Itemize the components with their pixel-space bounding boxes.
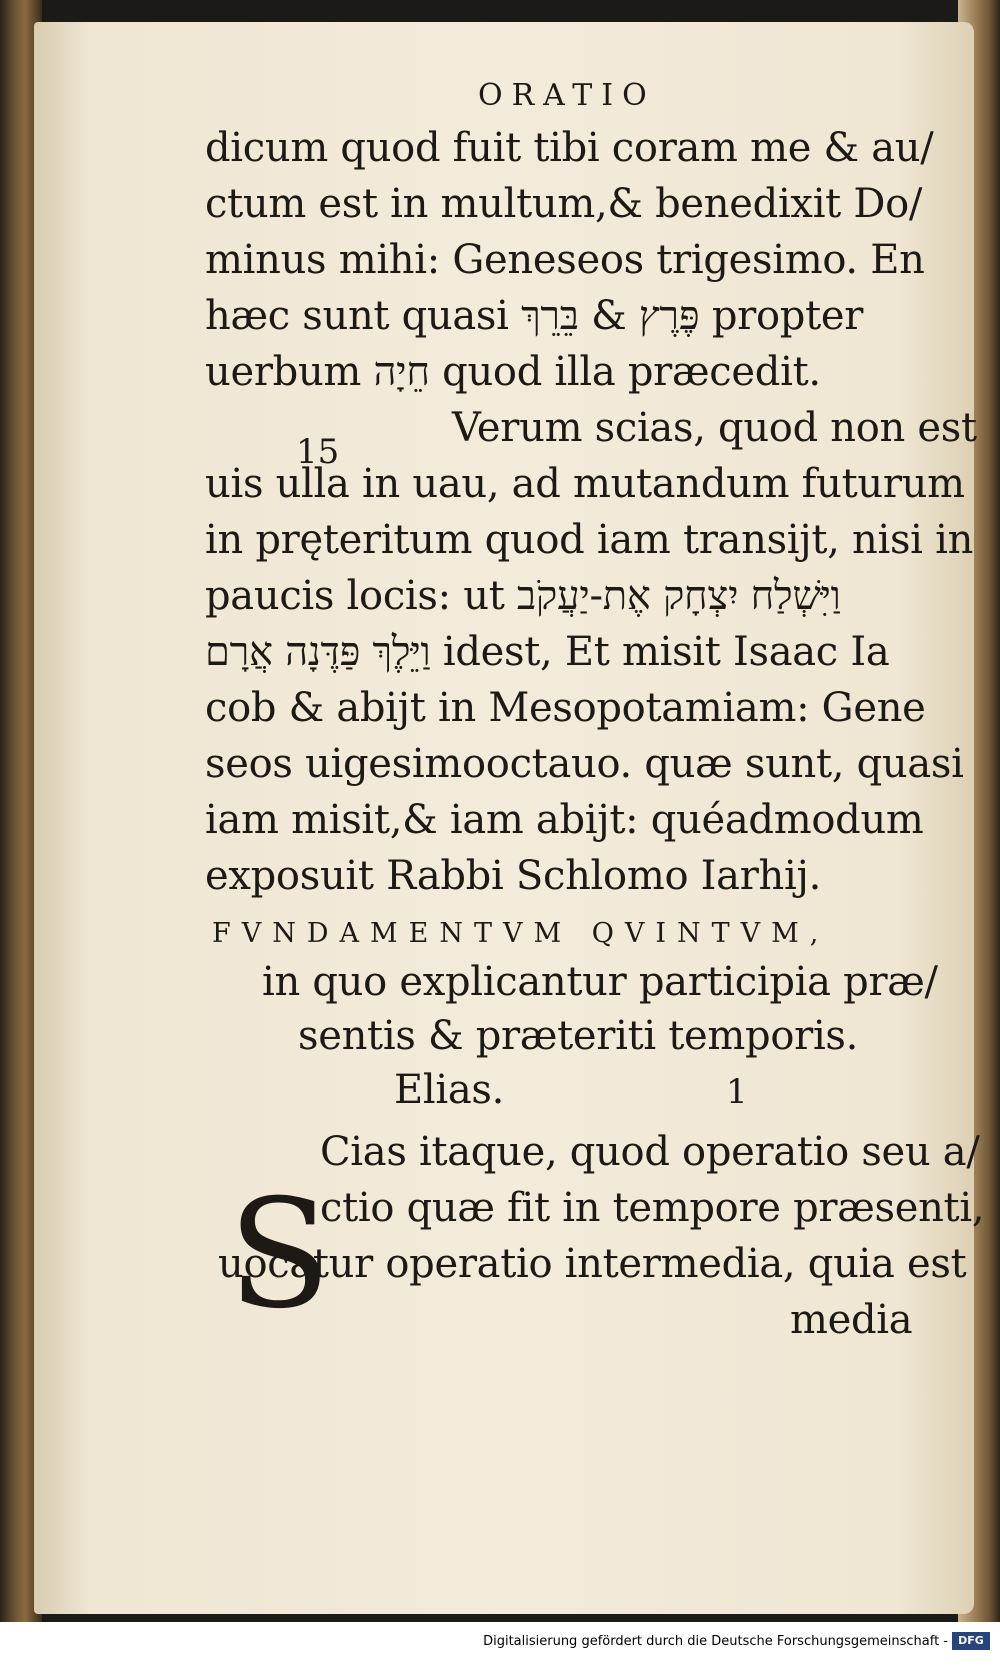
text-line: paucis locis: ut וַיִּשְׁלַח יִצְחָק אֶת-יַעֲקֹב — [205, 573, 841, 619]
text-line: in pręteritum quod iam transijt, nisi in — [205, 517, 974, 563]
paragraph-number: 1 — [726, 1072, 748, 1112]
text-line: cob & abijt in Mesopotamiam: Gene — [205, 685, 926, 731]
text-line: exposuit Rabbi Schlomo Iarhij. — [205, 853, 822, 899]
section-heading-line: in quo explicantur participia præ/ — [262, 959, 938, 1005]
text-line: seos uigesimooctauo. quæ sunt, quasi — [205, 741, 964, 787]
text-line: Verum scias, quod non est — [452, 405, 977, 451]
footer-bar — [0, 1622, 1000, 1670]
text-line: uis ulla in uau, ad mutandum futurum — [205, 461, 965, 507]
dfg-logo: DFG — [952, 1632, 990, 1650]
text-line: hæc sunt quasi פֶּרֶץ & בֵּרֵךְ propter — [205, 293, 864, 339]
section-number: 15 — [296, 432, 340, 472]
text-line: ctum est in multum,& benedixit Do/ — [205, 181, 923, 227]
text-line: uerbum חֵיָה quod illa præcedit. — [205, 349, 821, 395]
text-line: Cias itaque, quod operatio seu a/ — [320, 1129, 980, 1175]
drop-cap: S — [228, 1168, 331, 1342]
footer-credit: Digitalisierung gefördert durch die Deutsche Forschungsgemeinschaft - — [483, 1634, 948, 1649]
catchword: media — [790, 1297, 913, 1343]
text-line: dicum quod fuit tibi coram me & au/ — [205, 125, 934, 171]
text-line: וַיֵּלֶךְ פַּדֶּנָה אֲרָם idest, Et misit Isaac Ia — [205, 629, 890, 675]
text-line: ctio quæ fit in tempore præsenti, — [320, 1185, 985, 1231]
text-line: minus mihi: Geneseos trigesimo. En — [205, 237, 925, 283]
section-heading-line: sentis & præteriti temporis. — [298, 1013, 859, 1059]
speaker-label: Elias. — [394, 1067, 505, 1113]
running-head: ORATIO — [478, 78, 656, 113]
text-line: uocatur operatio intermedia, quia est — [218, 1241, 967, 1287]
section-heading: FVNDAMENTVM QVINTVM, — [212, 918, 830, 949]
text-line: iam misit,& iam abijt: quéadmodum — [205, 797, 924, 843]
